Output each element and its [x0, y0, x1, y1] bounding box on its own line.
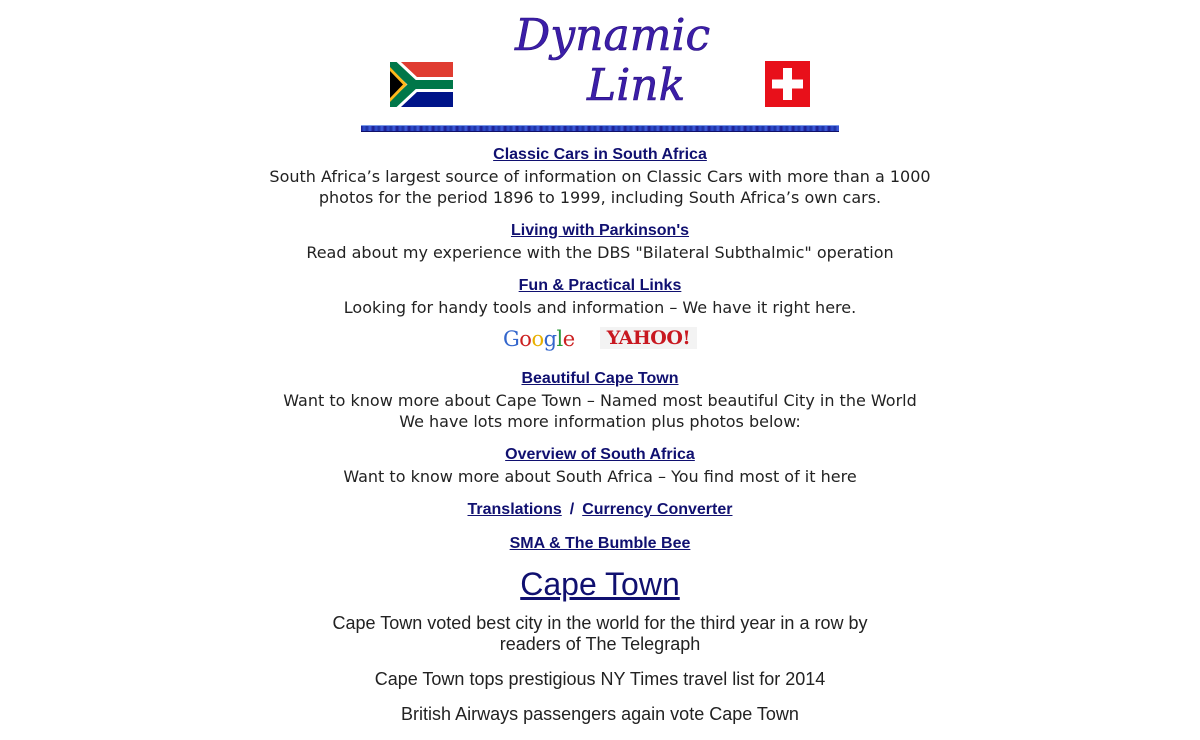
beautiful-cape-town-link[interactable]: Beautiful Cape Town [521, 370, 679, 387]
translations-link[interactable]: Translations [467, 501, 562, 518]
sma-row [0, 533, 1200, 555]
news-item-nytimes [0, 669, 1200, 690]
search-engine-row [0, 320, 1200, 354]
classic-cars-desc-2: photos for the period 1896 to 1999, including South Africa’s own cars. [318, 188, 882, 207]
news-item-telegraph [0, 613, 1200, 655]
news-telegraph-line-2: readers of The Telegraph [499, 634, 701, 654]
cape-town-desc-2: We have lots more information plus photos below: [399, 412, 801, 431]
parkinsons-desc: Read about my experience with the DBS "Bilateral Subthalmic" operation [306, 243, 894, 262]
main-content [0, 144, 1200, 739]
section-fun-links [0, 275, 1200, 318]
header-divider [361, 125, 839, 132]
fun-links-link[interactable]: Fun & Practical Links [518, 277, 682, 294]
fun-links-desc: Looking for handy tools and information – We have it right here. [343, 298, 857, 317]
news-item-british-airways [0, 704, 1200, 725]
news-nytimes-line: Cape Town tops prestigious NY Times travel list for 2014 [374, 669, 826, 689]
section-cape-town [0, 368, 1200, 432]
tools-row [0, 499, 1200, 521]
cape-town-title-link[interactable]: Cape Town [520, 566, 680, 602]
section-classic-cars [0, 144, 1200, 208]
logo-line1: Dynamic [515, 10, 711, 61]
classic-cars-link[interactable]: Classic Cars in South Africa [493, 146, 707, 163]
section-overview-sa [0, 444, 1200, 487]
currency-converter-link[interactable]: Currency Converter [582, 501, 733, 518]
cape-town-title-row [0, 559, 1200, 603]
south-africa-flag-icon [390, 62, 453, 107]
sma-bumble-bee-link[interactable]: SMA & The Bumble Bee [509, 535, 691, 552]
cape-town-desc-1: Want to know more about Cape Town – Named most beautiful City in the World [283, 391, 917, 410]
google-logo-link[interactable] [503, 326, 575, 352]
google-logo-text: Google [503, 327, 575, 351]
dynamic-link-logo [505, 4, 715, 108]
news-ba-line: British Airways passengers again vote Cape Town [401, 704, 799, 724]
overview-sa-desc: Want to know more about South Africa – You find most of it here [343, 467, 857, 486]
overview-sa-link[interactable]: Overview of South Africa [505, 446, 695, 463]
switzerland-flag-icon [765, 61, 810, 107]
parkinsons-link[interactable]: Living with Parkinson's [510, 222, 690, 239]
logo-line2: Link [587, 60, 686, 108]
news-telegraph-line-1: Cape Town voted best city in the world for the third year in a row by [332, 613, 868, 633]
classic-cars-desc-1: South Africa’s largest source of information on Classic Cars with more than a 1000 [269, 167, 931, 186]
yahoo-logo-link[interactable]: YAHOO! [600, 327, 697, 349]
tools-separator: / [569, 501, 575, 518]
site-header [0, 0, 1200, 140]
section-parkinsons [0, 220, 1200, 263]
